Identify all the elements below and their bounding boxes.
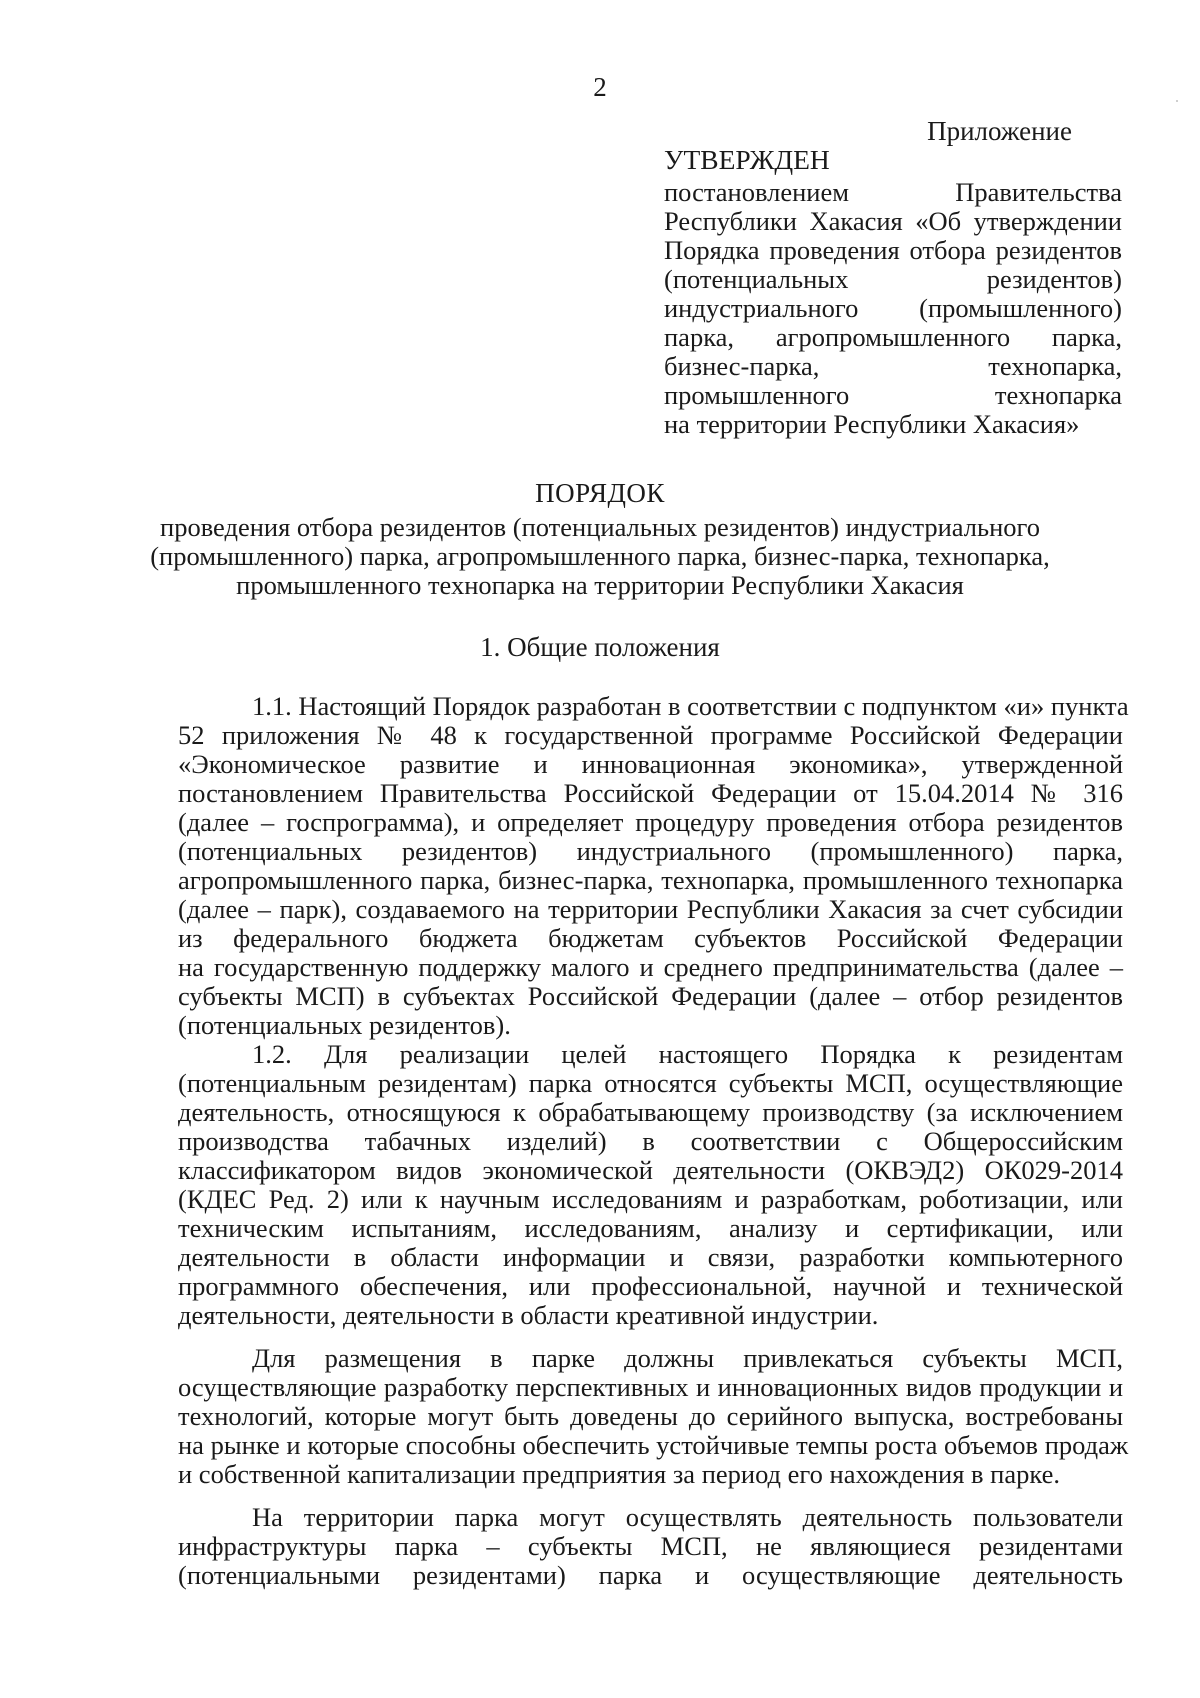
document-subtitle <box>0 513 1200 600</box>
paragraph-line: постановлением Правительства Российской Федерации от 15.04.2014 № 316 <box>178 778 1123 808</box>
paragraph-line: 52 приложения № 48 к государственной программе Российской Федерации <box>178 720 1123 750</box>
paragraph-1-2 <box>178 1040 1123 1330</box>
paragraph-line: Для размещения в парке должны привлекаться субъекты МСП, <box>252 1343 1123 1373</box>
approval-block <box>664 145 1122 439</box>
paragraph-placement <box>178 1343 1129 1489</box>
paragraph-line: (потенциальными резидентами) парка и осуществляющие деятельность <box>178 1560 1123 1590</box>
scan-speck <box>1176 100 1178 102</box>
approval-line: постановлением Правительства <box>664 177 1122 207</box>
paragraph-line: на государственную поддержку малого и среднего предпринимательства (далее – <box>178 952 1123 982</box>
paragraph-line: 1.2. Для реализации целей настоящего Порядка к резидентам <box>252 1039 1123 1069</box>
paragraph-line: 1.1. Настоящий Порядок разработан в соответствии с подпунктом «и» пункта <box>252 691 1129 721</box>
approval-line: бизнес-парка, технопарка, <box>664 351 1122 381</box>
paragraph-line: из федерального бюджета бюджетам субъектов Российской Федерации <box>178 923 1123 953</box>
paragraph-line: (далее – госпрограмма), и определяет процедуру проведения отбора резидентов <box>178 807 1123 837</box>
approval-line: парка, агропромышленного парка, <box>664 322 1122 352</box>
approval-line: на территории Республики Хакасия» <box>664 409 1080 439</box>
approval-line: промышленного технопарка <box>664 380 1122 410</box>
approval-line: Порядка проведения отбора резидентов <box>664 235 1122 265</box>
document-title: ПОРЯДОК <box>535 478 665 508</box>
subtitle-line: промышленного технопарка на территории Республики Хакасия <box>236 570 964 600</box>
subtitle-line: (промышленного) парка, агропромышленного парка, бизнес-парка, технопарка, <box>150 541 1050 571</box>
approval-heading: УТВЕРЖДЕН <box>664 144 830 175</box>
paragraph-line: На территории парка могут осуществлять деятельность пользователи <box>252 1502 1123 1532</box>
paragraph-line: субъекты МСП) в субъектах Российской Федерации (далее – отбор резидентов <box>178 981 1123 1011</box>
appendix-label: Приложение <box>927 116 1072 146</box>
paragraph-line: (КДЕС Ред. 2) или к научным исследованиям и разработкам, роботизации, или <box>178 1184 1123 1214</box>
paragraph-line: техническим испытаниям, исследованиям, анализу и сертификации, или <box>178 1213 1123 1243</box>
paragraph-line: на рынке и которые способны обеспечить устойчивые темпы роста объемов продаж <box>178 1430 1129 1460</box>
paragraph-line: осуществляющие разработку перспективных и инновационных видов продукции и <box>178 1372 1123 1402</box>
approval-line: Республики Хакасия «Об утверждении <box>664 206 1122 236</box>
paragraph-line: (потенциальных резидентов). <box>178 1010 511 1040</box>
paragraph-1-1 <box>178 691 1129 1040</box>
paragraph-line: деятельности, деятельности в области креативной индустрии. <box>178 1300 879 1330</box>
subtitle-line: проведения отбора резидентов (потенциальных резидентов) индустриального <box>160 512 1040 542</box>
paragraph-line: инфраструктуры парка – субъекты МСП, не являющиеся резидентами <box>178 1531 1123 1561</box>
paragraph-line: (далее – парк), создаваемого на территории Республики Хакасия за счет субсидии <box>178 894 1123 924</box>
paragraph-line: «Экономическое развитие и инновационная экономика», утвержденной <box>178 749 1123 779</box>
paragraph-line: программного обеспечения, или профессиональной, научной и технической <box>178 1271 1123 1301</box>
paragraph-line: производства табачных изделий) в соответствии с Общероссийским <box>178 1126 1123 1156</box>
paragraph-line: технологий, которые могут быть доведены до серийного выпуска, востребованы <box>178 1401 1123 1431</box>
approval-line: (потенциальных резидентов) <box>664 264 1122 294</box>
document-body <box>178 691 1129 1590</box>
paragraph-line: агропромышленного парка, бизнес-парка, технопарка, промышленного технопарка <box>178 865 1123 895</box>
paragraph-line: деятельность, относящуюся к обрабатывающему производству (за исключением <box>178 1097 1123 1127</box>
approval-line: индустриального (промышленного) <box>664 293 1122 323</box>
paragraph-line: деятельности в области информации и связи, разработки компьютерного <box>178 1242 1123 1272</box>
paragraph-line: классификатором видов экономической деятельности (ОКВЭД2) ОК029-2014 <box>178 1155 1123 1185</box>
page-number: 2 <box>593 72 607 102</box>
paragraph-line: и собственной капитализации предприятия за период его нахождения в парке. <box>178 1459 1060 1489</box>
section-heading: 1. Общие положения <box>480 632 720 662</box>
paragraph-line: (потенциальных резидентов) индустриального (промышленного) парка, <box>178 836 1123 866</box>
paragraph-infrastructure-users <box>178 1503 1123 1590</box>
document-heading <box>0 478 1200 600</box>
paragraph-line: (потенциальным резидентам) парка относятся субъекты МСП, осуществляющие <box>178 1068 1123 1098</box>
